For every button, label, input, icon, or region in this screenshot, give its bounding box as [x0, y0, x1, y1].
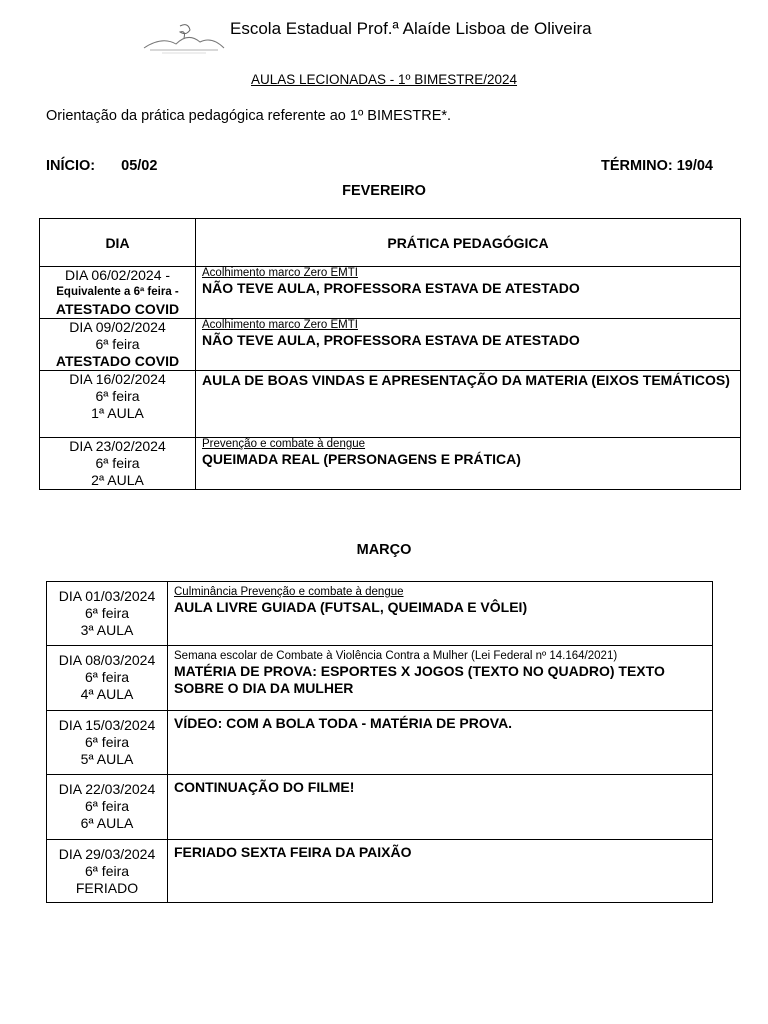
table-row [40, 438, 741, 490]
end-label: TÉRMINO: [600, 158, 673, 174]
practice-tag: Semana escolar de Combate à Violência Contra a Mulher (Lei Federal nº 14.164/2021) [174, 650, 618, 662]
practice-tag: Acolhimento marco Zero EMTI [202, 267, 358, 279]
practice-text: NÃO TEVE AULA, PROFESSORA ESTAVA DE ATESTADO [202, 280, 580, 296]
practice-cell [168, 582, 713, 646]
practice-tag: Culminância Prevenção e combate à dengue [174, 586, 404, 598]
month-title-march: MARÇO [356, 542, 412, 558]
day-weekday: 6ª feira [84, 734, 130, 750]
intro-text: Orientação da prática pedagógica referente ao 1º BIMESTRE*. [46, 108, 452, 124]
month-title-february: FEVEREIRO [342, 183, 426, 199]
school-name: Escola Estadual Prof.ª Alaíde Lisboa de Oliveira [230, 19, 592, 38]
day-weekday: Equivalente a 6ª feira - [56, 286, 179, 298]
practice-text: VÍDEO: COM A BOLA TODA - MATÉRIA DE PROVA. [174, 715, 513, 731]
february-table [39, 218, 741, 490]
practice-cell [196, 371, 741, 438]
practice-text: AULA DE BOAS VINDAS E APRESENTAÇÃO DA MATERIA (EIXOS TEMÁTICOS) [202, 372, 730, 388]
practice-text: QUEIMADA REAL (PERSONAGENS E PRÁTICA) [202, 451, 521, 467]
practice-text: MATÉRIA DE PROVA: ESPORTES X JOGOS (TEXTO NO QUADRO) TEXTO SOBRE O DIA DA MULHER [174, 663, 665, 696]
start-date: 05/02 [121, 158, 158, 174]
practice-cell [168, 775, 713, 840]
day-weekday: 6ª feira [95, 336, 140, 352]
day-note: FERIADO [75, 880, 139, 896]
day-cell [40, 438, 196, 490]
day-note: 4ª AULA [80, 686, 134, 702]
day-cell [40, 319, 196, 371]
table-row [40, 319, 741, 371]
day-cell [47, 582, 168, 646]
day-date: DIA 01/03/2024 [58, 588, 156, 604]
day-weekday: 6ª feira [95, 388, 140, 404]
day-date: DIA 15/03/2024 [58, 717, 156, 733]
practice-tag: Acolhimento marco Zero EMTI [202, 319, 358, 331]
practice-tag: Prevenção e combate à dengue [202, 438, 366, 450]
practice-text: NÃO TEVE AULA, PROFESSORA ESTAVA DE ATESTADO [202, 332, 580, 348]
practice-cell [196, 319, 741, 371]
day-note: ATESTADO COVID [55, 301, 180, 317]
day-note: ATESTADO COVID [55, 353, 180, 369]
practice-text: FERIADO SEXTA FEIRA DA PAIXÃO [174, 844, 412, 860]
day-weekday: 6ª feira [84, 605, 130, 621]
document-title: AULAS LECIONADAS - 1º BIMESTRE/2024 [250, 72, 518, 87]
practice-text: CONTINUAÇÃO DO FILME! [174, 779, 355, 795]
day-cell [47, 711, 168, 775]
day-cell [47, 840, 168, 903]
day-note: 1ª AULA [91, 405, 144, 421]
day-date: DIA 08/03/2024 [58, 652, 156, 668]
table-row [47, 840, 713, 903]
day-weekday: 6ª feira [84, 669, 130, 685]
day-weekday: 6ª feira [95, 455, 140, 471]
day-cell [40, 371, 196, 438]
day-cell [47, 646, 168, 711]
table-row [40, 371, 741, 438]
table-row [47, 775, 713, 840]
end-date-line [601, 158, 713, 174]
start-date-line [46, 158, 157, 174]
school-logo-icon [142, 22, 226, 56]
end-date: 19/04 [676, 158, 713, 174]
day-date: DIA 06/02/2024 - [64, 267, 171, 283]
practice-cell [196, 438, 741, 490]
table-row [47, 646, 713, 711]
day-cell [40, 267, 196, 319]
start-label: INÍCIO: [46, 158, 96, 174]
day-cell [47, 775, 168, 840]
table-row [47, 711, 713, 775]
practice-cell [168, 840, 713, 903]
day-date: DIA 29/03/2024 [58, 846, 156, 862]
table-row [47, 582, 713, 646]
column-header-practice: PRÁTICA PEDAGÓGICA [196, 219, 741, 267]
day-weekday: 6ª feira [84, 863, 130, 879]
table-row [40, 267, 741, 319]
march-table [46, 581, 713, 903]
practice-cell [168, 711, 713, 775]
day-note: 2ª AULA [91, 472, 144, 488]
day-date: DIA 16/02/2024 [69, 371, 166, 387]
practice-cell [196, 267, 741, 319]
practice-cell [168, 646, 713, 711]
day-note: 6ª AULA [80, 815, 134, 831]
day-date: DIA 22/03/2024 [58, 781, 156, 797]
day-note: 5ª AULA [80, 751, 134, 767]
practice-text: AULA LIVRE GUIADA (FUTSAL, QUEIMADA E VÔLEI) [174, 599, 528, 615]
column-header-day: DIA [40, 219, 196, 267]
day-weekday: 6ª feira [84, 798, 130, 814]
day-date: DIA 23/02/2024 [69, 438, 166, 454]
day-note: 3ª AULA [80, 622, 134, 638]
day-date: DIA 09/02/2024 [69, 319, 166, 335]
